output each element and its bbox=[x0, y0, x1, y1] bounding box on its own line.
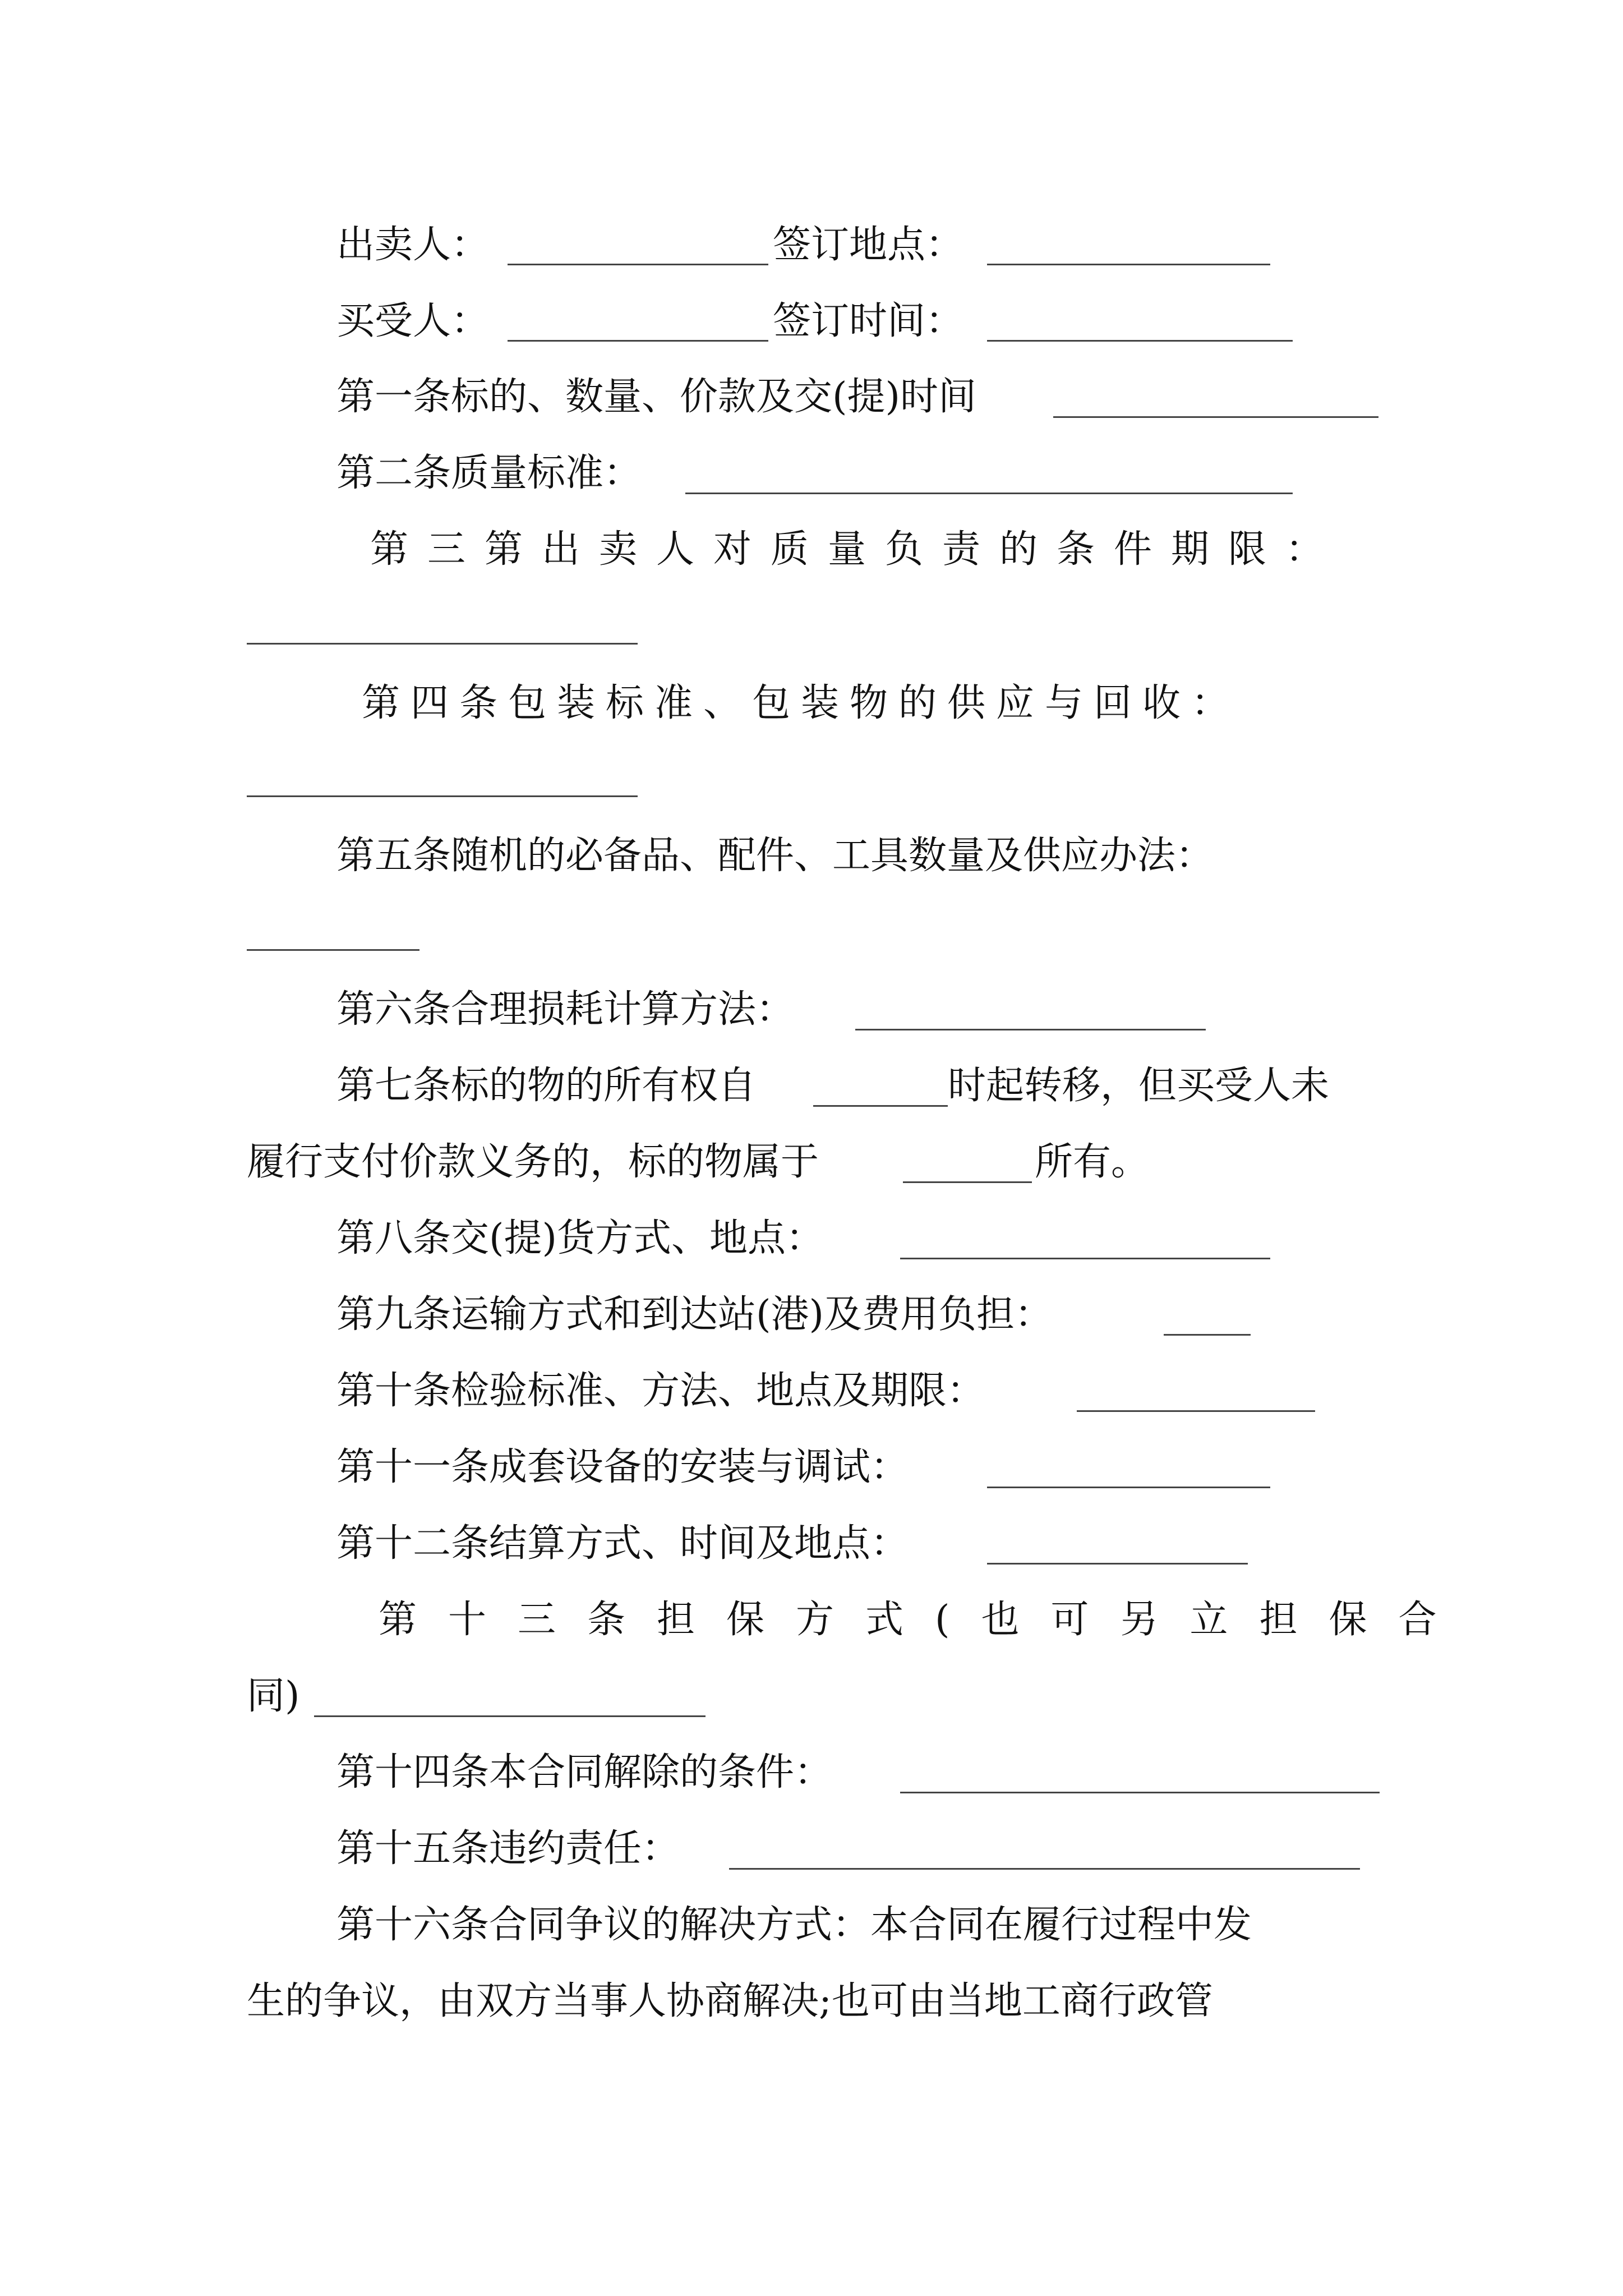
article-10-blank[interactable] bbox=[1077, 1410, 1315, 1412]
article-7-blank-1[interactable] bbox=[813, 1105, 948, 1107]
seller-label: 出卖人： bbox=[336, 223, 490, 267]
buyer-blank[interactable] bbox=[508, 340, 768, 342]
sign-time-blank[interactable] bbox=[987, 340, 1293, 342]
article-12: 第十二条结算方式、时间及地点： bbox=[336, 1521, 909, 1566]
article-1: 第一条标的、数量、价款及交(提)时间 bbox=[336, 375, 977, 419]
article-6: 第六条合理损耗计算方法： bbox=[336, 987, 795, 1032]
article-7-part1: 第七条标的物的所有权自 bbox=[336, 1064, 757, 1108]
article-16-line2: 生的争议，由双方当事人协商解决;也可由当地工商行政管 bbox=[247, 1979, 1213, 2023]
article-7-blank-2[interactable] bbox=[903, 1181, 1032, 1183]
article-16-line1: 第十六条合同争议的解决方式：本合同在履行过程中发 bbox=[336, 1903, 1252, 1947]
article-10: 第十条检验标准、方法、地点及期限： bbox=[336, 1369, 985, 1413]
article-11: 第十一条成套设备的安装与调试： bbox=[336, 1445, 909, 1489]
article-5: 第五条随机的必备品、配件、工具数量及供应办法： bbox=[336, 834, 1214, 878]
article-7-line2-part1: 履行支付价款义务的，标的物属于 bbox=[247, 1140, 819, 1184]
article-14-blank[interactable] bbox=[900, 1792, 1380, 1793]
article-9-blank[interactable] bbox=[1164, 1334, 1251, 1336]
article-13-line1: 第十三条担保方式(也可另立担保合 bbox=[379, 1598, 1468, 1642]
article-15-blank[interactable] bbox=[729, 1868, 1360, 1870]
article-2-blank[interactable] bbox=[685, 493, 1293, 494]
seller-blank[interactable] bbox=[508, 264, 768, 265]
sign-time-label: 签订时间： bbox=[773, 299, 964, 343]
article-2: 第二条质量标准： bbox=[336, 451, 642, 495]
article-12-blank[interactable] bbox=[987, 1563, 1248, 1565]
article-8-blank[interactable] bbox=[900, 1258, 1270, 1259]
sign-place-blank[interactable] bbox=[987, 264, 1270, 265]
article-14: 第十四条本合同解除的条件： bbox=[336, 1750, 833, 1795]
article-3: 第三第出卖人对质量负责的条件期限： bbox=[370, 527, 1343, 572]
article-1-blank[interactable] bbox=[1053, 416, 1378, 418]
article-13-line2: 同) bbox=[247, 1674, 300, 1718]
buyer-label: 买受人： bbox=[336, 299, 490, 343]
article-4: 第四条包装标准、包装物的供应与回收： bbox=[362, 681, 1241, 725]
article-7-line2-part2: 所有。 bbox=[1035, 1140, 1150, 1184]
sign-place-label: 签订地点： bbox=[773, 223, 964, 267]
article-6-blank[interactable] bbox=[855, 1029, 1206, 1030]
article-11-blank[interactable] bbox=[987, 1487, 1270, 1488]
article-7-part2: 时起转移，但买受人未 bbox=[948, 1064, 1330, 1108]
article-8: 第八条交(提)货方式、地点： bbox=[336, 1216, 824, 1260]
article-5-blank[interactable] bbox=[247, 949, 419, 951]
article-3-blank[interactable] bbox=[247, 643, 638, 645]
article-15: 第十五条违约责任： bbox=[336, 1826, 680, 1871]
article-9: 第九条运输方式和到达站(港)及费用负担： bbox=[336, 1292, 1053, 1337]
article-13-blank[interactable] bbox=[314, 1715, 706, 1717]
article-4-blank[interactable] bbox=[247, 795, 638, 797]
